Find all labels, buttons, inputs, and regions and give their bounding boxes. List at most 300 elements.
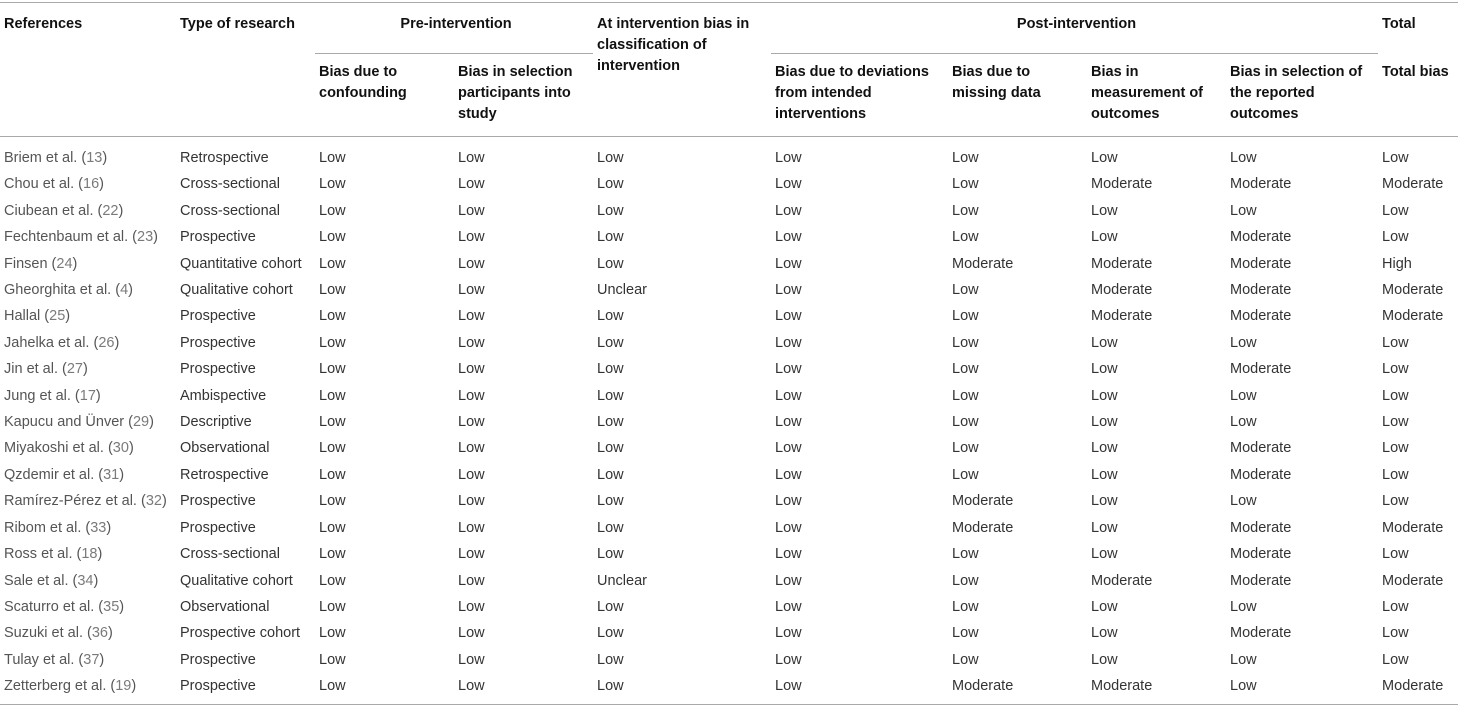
cell-bias-missing-data: Low [952, 651, 979, 668]
table-row [0, 620, 1458, 646]
cell-type-of-research: Prospective [176, 673, 315, 704]
cell-bias-confounding: Low [319, 334, 346, 351]
cell-total-bias: Low [1382, 361, 1409, 378]
cell-bias-measurement: Low [1091, 387, 1118, 404]
reference-author: Suzuki et al. ( [4, 625, 92, 642]
cell-bias-selection: Low [458, 440, 485, 457]
cell-bias-measurement: Low [1091, 414, 1118, 431]
cell-bias-classification: Low [597, 308, 624, 325]
col-bias-confounding: Bias due to confounding [315, 54, 454, 137]
cell-bias-measurement: Low [1091, 466, 1118, 483]
citation-number: 23 [137, 229, 154, 246]
cell-reference [0, 435, 176, 461]
cell-bias-confounding: Low [319, 202, 346, 219]
table-row [0, 137, 1458, 172]
cell-type-of-research: Qualitative cohort [180, 572, 293, 589]
reference-author: Ribom et al. ( [4, 519, 91, 536]
cell-bias-confounding: Low [319, 150, 346, 166]
cell-bias-selection: Low [458, 519, 485, 536]
citation-close: ) [161, 493, 167, 510]
cell-bias-measurement: Low [1091, 229, 1118, 246]
cell-reference [0, 541, 176, 567]
cell-bias-reported-outcomes: Moderate [1230, 255, 1292, 272]
cell-bias-selection: Low [458, 546, 485, 563]
cell-bias-selection: Low [458, 414, 485, 431]
table-row [0, 515, 1458, 541]
reference-author: Gheorghita et al. ( [4, 282, 121, 299]
cell-total-bias: Low [1382, 440, 1409, 457]
cell-bias-confounding: Low [319, 308, 346, 325]
cell-bias-measurement: Moderate [1091, 308, 1153, 325]
reference-author: Zetterberg et al. ( [4, 678, 116, 695]
table-body [0, 137, 1458, 705]
cell-bias-confounding: Low [319, 625, 346, 642]
cell-type-of-research: Qualitative cohort [180, 282, 293, 299]
cell-type-of-research: Quantitative cohort [180, 255, 302, 272]
cell-bias-measurement: Low [1091, 202, 1118, 219]
cell-reference [0, 356, 176, 382]
cell-total-bias: Low [1382, 334, 1409, 351]
cell-bias-deviations: Low [775, 282, 802, 299]
cell-bias-missing-data: Low [952, 308, 979, 325]
table-row [0, 330, 1458, 356]
citation-number: 13 [86, 150, 103, 166]
cell-bias-measurement: Low [1091, 651, 1118, 668]
cell-total-bias: Low [1382, 202, 1409, 219]
cell-bias-reported-outcomes: Low [1230, 598, 1257, 615]
cell-bias-missing-data: Low [952, 387, 979, 404]
cell-bias-confounding: Low [319, 282, 346, 299]
cell-bias-reported-outcomes: Moderate [1230, 625, 1292, 642]
cell-reference [0, 137, 176, 172]
cell-bias-measurement: Low [1091, 519, 1118, 536]
cell-total-bias: Low [1382, 625, 1409, 642]
cell-bias-reported-outcomes: Low [1230, 387, 1257, 404]
cell-bias-deviations: Low [775, 150, 802, 166]
cell-type-of-research: Retrospective [180, 150, 269, 166]
cell-bias-missing-data: Low [952, 572, 979, 589]
cell-bias-missing-data: Moderate [948, 673, 1087, 704]
cell-bias-selection: Low [458, 572, 485, 589]
cell-bias-measurement: Low [1091, 493, 1118, 510]
citation-number: 31 [103, 466, 120, 483]
cell-total-bias: Low [1382, 546, 1409, 563]
cell-bias-missing-data: Low [952, 150, 979, 166]
cell-reference [0, 594, 176, 620]
cell-bias-deviations: Low [775, 361, 802, 378]
table-row [0, 647, 1458, 673]
cell-bias-classification: Low [597, 440, 624, 457]
cell-type-of-research: Prospective [180, 651, 256, 668]
cell-bias-missing-data: Moderate [952, 519, 1014, 536]
cell-bias-deviations: Low [775, 308, 802, 325]
citation-close: ) [72, 255, 78, 272]
cell-reference [0, 198, 176, 224]
cell-bias-confounding: Low [319, 598, 346, 615]
cell-bias-confounding: Low [319, 229, 346, 246]
cell-type-of-research: Cross-sectional [180, 176, 280, 193]
cell-bias-classification: Unclear [597, 572, 647, 589]
reference-author: Hallal ( [4, 308, 50, 325]
cell-bias-classification: Low [597, 202, 624, 219]
cell-bias-missing-data: Low [952, 466, 979, 483]
cell-bias-confounding: Low [319, 519, 346, 536]
cell-bias-classification: Low [597, 229, 624, 246]
table-row [0, 356, 1458, 382]
cell-type-of-research: Observational [180, 440, 270, 457]
cell-total-bias: Low [1382, 387, 1409, 404]
cell-bias-measurement: Low [1091, 598, 1118, 615]
risk-of-bias-table [0, 2, 1458, 705]
cell-bias-classification: Low [593, 673, 771, 704]
reference-author: Kapucu and Ünver ( [4, 414, 133, 431]
cell-total-bias: Low [1382, 651, 1409, 668]
cell-bias-reported-outcomes: Moderate [1230, 176, 1292, 193]
cell-type-of-research: Prospective [180, 519, 256, 536]
reference-author: Briem et al. ( [4, 150, 87, 166]
cell-type-of-research: Cross-sectional [180, 202, 280, 219]
cell-total-bias: Moderate [1378, 673, 1458, 704]
cell-bias-confounding: Low [319, 176, 346, 193]
citation-close: ) [95, 387, 101, 404]
cell-type-of-research: Prospective [180, 229, 256, 246]
cell-bias-selection: Low [458, 493, 485, 510]
cell-bias-deviations: Low [775, 440, 802, 457]
cell-reference [0, 462, 176, 488]
cell-bias-classification: Low [597, 546, 624, 563]
reference-author: Scaturro et al. ( [4, 598, 104, 615]
citation-close: ) [83, 361, 88, 378]
cell-bias-reported-outcomes: Low [1230, 414, 1257, 431]
citation-close: ) [131, 678, 137, 695]
cell-bias-confounding: Low [315, 673, 454, 704]
cell-bias-measurement: Low [1091, 150, 1118, 166]
col-bias-missing-data: Bias due to missing data [948, 54, 1087, 137]
reference-author: Fechtenbaum et al. ( [4, 229, 137, 246]
cell-bias-selection: Low [458, 255, 485, 272]
cell-bias-classification: Low [597, 176, 624, 193]
table-row [0, 673, 1458, 704]
cell-reference [0, 277, 176, 303]
col-bias-selection: Bias in selection participants into study [454, 54, 593, 137]
cell-bias-reported-outcomes: Moderate [1230, 546, 1292, 563]
citation-number: 37 [83, 651, 100, 668]
cell-bias-selection: Low [458, 466, 485, 483]
cell-bias-deviations: Low [775, 493, 802, 510]
cell-type-of-research: Descriptive [180, 414, 252, 431]
cell-bias-deviations: Low [775, 625, 802, 642]
col-bias-reported-outcomes: Bias in selection of the reported outcomes [1226, 54, 1378, 137]
cell-bias-deviations: Low [775, 176, 802, 193]
reference-author: Ross et al. ( [4, 546, 82, 563]
cell-bias-missing-data: Low [952, 546, 979, 563]
cell-type-of-research: Prospective [180, 334, 256, 351]
cell-bias-classification: Low [597, 625, 624, 642]
cell-bias-reported-outcomes: Moderate [1230, 361, 1292, 378]
cell-bias-confounding: Low [319, 361, 346, 378]
cell-reference [0, 330, 176, 356]
cell-type-of-research: Retrospective [180, 466, 269, 483]
cell-bias-classification: Low [597, 150, 624, 166]
citation-number: 34 [77, 572, 94, 589]
cell-bias-reported-outcomes: Low [1230, 150, 1257, 166]
reference-author: Tulay et al. ( [4, 651, 84, 668]
cell-bias-missing-data: Low [952, 440, 979, 457]
cell-bias-measurement: Moderate [1091, 282, 1153, 299]
table-row [0, 198, 1458, 224]
cell-bias-missing-data: Low [952, 282, 979, 299]
cell-type-of-research: Prospective cohort [180, 625, 301, 642]
cell-bias-deviations: Low [775, 466, 802, 483]
cell-total-bias: Low [1382, 598, 1409, 615]
cell-bias-missing-data: Low [952, 202, 979, 219]
citation-number: 30 [112, 440, 129, 457]
table-row [0, 409, 1458, 435]
table-row [0, 488, 1458, 514]
table-row [0, 251, 1458, 277]
reference-author: Jin et al. ( [4, 361, 67, 378]
cell-total-bias: Low [1382, 414, 1409, 431]
cell-bias-measurement: Low [1091, 334, 1118, 351]
cell-bias-classification: Unclear [597, 282, 647, 299]
cell-reference [0, 568, 176, 594]
cell-bias-deviations: Low [775, 229, 802, 246]
reference-author: Qzdemir et al. ( [4, 466, 104, 483]
cell-total-bias: Moderate [1382, 308, 1444, 325]
cell-bias-missing-data: Low [952, 334, 979, 351]
cell-type-of-research: Prospective [180, 493, 256, 510]
cell-bias-confounding: Low [319, 466, 346, 483]
reference-author: Sale et al. ( [4, 572, 78, 589]
cell-type-of-research: Prospective [180, 361, 256, 378]
citation-close: ) [128, 282, 133, 299]
cell-bias-classification: Low [597, 519, 624, 536]
cell-bias-missing-data: Low [952, 625, 979, 642]
cell-bias-classification: Low [597, 598, 624, 615]
reference-author: Jahelka et al. ( [4, 334, 99, 351]
reference-author: Ciubean et al. ( [4, 202, 103, 219]
cell-bias-deviations: Low [775, 546, 802, 563]
cell-bias-missing-data: Low [952, 361, 979, 378]
cell-bias-classification: Low [597, 334, 624, 351]
cell-bias-missing-data: Low [952, 414, 979, 431]
citation-close: ) [102, 150, 108, 166]
cell-type-of-research: Observational [180, 598, 270, 615]
cell-total-bias: Moderate [1382, 572, 1444, 589]
citation-number: 25 [49, 308, 66, 325]
cell-bias-selection: Low [454, 673, 593, 704]
cell-bias-reported-outcomes: Moderate [1230, 308, 1292, 325]
citation-close: ) [114, 334, 120, 351]
citation-number: 27 [66, 361, 83, 378]
cell-bias-confounding: Low [319, 255, 346, 272]
citation-number: 17 [79, 387, 96, 404]
cell-bias-missing-data: Moderate [952, 493, 1014, 510]
cell-total-bias: Low [1382, 493, 1409, 510]
group-total: Total [1378, 3, 1458, 54]
col-type-of-research: Type of research [176, 3, 315, 137]
citation-number: 22 [102, 202, 119, 219]
cell-bias-measurement: Low [1091, 625, 1118, 642]
cell-bias-deviations: Low [775, 334, 802, 351]
cell-bias-confounding: Low [319, 440, 346, 457]
table-row [0, 568, 1458, 594]
citation-number: 29 [132, 414, 150, 431]
table-row [0, 462, 1458, 488]
citation-close: ) [119, 598, 125, 615]
cell-bias-measurement: Moderate [1091, 255, 1153, 272]
citation-number: 26 [98, 334, 115, 351]
cell-bias-deviations: Low [775, 519, 802, 536]
cell-bias-reported-outcomes: Low [1230, 202, 1257, 219]
header-row-groups [0, 3, 1458, 54]
citation-close: ) [99, 651, 105, 668]
cell-bias-reported-outcomes: Moderate [1230, 572, 1292, 589]
cell-bias-confounding: Low [319, 546, 346, 563]
table-row [0, 303, 1458, 329]
group-post-intervention: Post-intervention [771, 3, 1378, 54]
cell-bias-selection: Low [458, 598, 485, 615]
cell-type-of-research: Prospective [180, 308, 256, 325]
reference-author: Jung et al. ( [4, 387, 80, 404]
cell-bias-reported-outcomes: Moderate [1230, 519, 1292, 536]
citation-number: 16 [83, 176, 100, 193]
cell-reference [0, 620, 176, 646]
cell-bias-measurement: Low [1091, 440, 1118, 457]
citation-number: 33 [90, 519, 107, 536]
cell-type-of-research: Ambispective [180, 387, 267, 404]
cell-type-of-research: Cross-sectional [180, 546, 280, 563]
table-row [0, 224, 1458, 250]
cell-bias-missing-data: Low [952, 229, 979, 246]
citation-number: 18 [81, 546, 98, 563]
cell-bias-deviations: Low [775, 598, 802, 615]
col-bias-deviations: Bias due to deviations from intended interventions [771, 54, 948, 137]
cell-bias-classification: Low [597, 493, 624, 510]
citation-number: 4 [120, 282, 129, 299]
cell-bias-measurement: Low [1091, 361, 1118, 378]
cell-bias-confounding: Low [319, 572, 346, 589]
cell-bias-selection: Low [458, 176, 485, 193]
col-references: References [0, 3, 176, 137]
cell-bias-deviations: Low [775, 255, 802, 272]
cell-bias-selection: Low [458, 282, 485, 299]
cell-bias-measurement: Low [1091, 546, 1118, 563]
table-row [0, 383, 1458, 409]
cell-bias-missing-data: Moderate [952, 255, 1014, 272]
reference-author: Finsen ( [4, 255, 57, 272]
cell-bias-confounding: Low [319, 387, 346, 404]
cell-bias-selection: Low [458, 651, 485, 668]
cell-total-bias: Moderate [1382, 282, 1444, 299]
cell-bias-reported-outcomes: Low [1230, 334, 1257, 351]
table-row [0, 171, 1458, 197]
cell-bias-deviations: Low [775, 651, 802, 668]
cell-bias-deviations: Low [775, 414, 802, 431]
table-header [0, 3, 1458, 137]
cell-reference [0, 515, 176, 541]
cell-reference [0, 673, 176, 704]
cell-bias-reported-outcomes: Low [1230, 651, 1257, 668]
citation-number: 36 [91, 625, 108, 642]
cell-bias-confounding: Low [319, 651, 346, 668]
citation-number: 19 [115, 678, 132, 695]
citation-number: 35 [103, 598, 120, 615]
cell-bias-confounding: Low [319, 414, 346, 431]
citation-close: ) [65, 308, 71, 325]
table-row [0, 435, 1458, 461]
citation-close: ) [107, 625, 113, 642]
cell-bias-selection: Low [458, 387, 485, 404]
cell-reference [0, 647, 176, 673]
cell-bias-reported-outcomes: Moderate [1230, 466, 1292, 483]
citation-close: ) [97, 546, 103, 563]
cell-total-bias: Moderate [1382, 519, 1444, 536]
citation-close: ) [153, 229, 158, 246]
group-pre-intervention: Pre-intervention [315, 3, 593, 54]
cell-bias-classification: Low [597, 387, 624, 404]
table-row [0, 541, 1458, 567]
cell-bias-selection: Low [458, 625, 485, 642]
cell-bias-measurement: Moderate [1091, 572, 1153, 589]
citation-close: ) [119, 466, 125, 483]
cell-reference [0, 303, 176, 329]
cell-total-bias: Low [1382, 466, 1409, 483]
citation-close: ) [149, 414, 154, 431]
cell-reference [0, 383, 176, 409]
cell-bias-measurement: Moderate [1091, 176, 1153, 193]
cell-reference [0, 488, 176, 514]
cell-bias-classification: Low [597, 361, 624, 378]
citation-number: 32 [145, 493, 162, 510]
cell-bias-measurement: Moderate [1087, 673, 1226, 704]
cell-bias-selection: Low [458, 229, 485, 246]
cell-total-bias: Low [1382, 150, 1409, 166]
col-total-bias: Total bias [1378, 54, 1458, 137]
reference-author: Chou et al. ( [4, 176, 83, 193]
citation-close: ) [99, 176, 104, 193]
cell-bias-deviations: Low [775, 202, 802, 219]
cell-bias-confounding: Low [319, 493, 346, 510]
cell-bias-deviations: Low [775, 387, 802, 404]
cell-reference [0, 251, 176, 277]
table-row [0, 277, 1458, 303]
cell-total-bias: Low [1382, 229, 1409, 246]
cell-bias-reported-outcomes: Low [1230, 493, 1257, 510]
group-at-intervention: At intervention bias in classification of intervention [593, 3, 771, 137]
citation-close: ) [118, 202, 124, 219]
cell-bias-classification: Low [597, 414, 624, 431]
cell-bias-deviations: Low [771, 673, 948, 704]
cell-bias-selection: Low [458, 150, 485, 166]
cell-reference [0, 224, 176, 250]
cell-bias-reported-outcomes: Moderate [1230, 282, 1292, 299]
cell-bias-classification: Low [597, 651, 624, 668]
cell-bias-deviations: Low [775, 572, 802, 589]
cell-bias-reported-outcomes: Low [1226, 673, 1378, 704]
cell-bias-reported-outcomes: Moderate [1230, 229, 1292, 246]
cell-bias-selection: Low [458, 202, 485, 219]
citation-close: ) [106, 519, 112, 536]
cell-bias-classification: Low [597, 466, 624, 483]
col-bias-measurement: Bias in measurement of outcomes [1087, 54, 1226, 137]
cell-bias-classification: Low [597, 255, 624, 272]
reference-author: Miyakoshi et al. ( [4, 440, 113, 457]
cell-total-bias: Moderate [1382, 176, 1444, 193]
cell-bias-missing-data: Low [952, 176, 979, 193]
citation-number: 24 [56, 255, 73, 272]
citation-close: ) [128, 440, 134, 457]
